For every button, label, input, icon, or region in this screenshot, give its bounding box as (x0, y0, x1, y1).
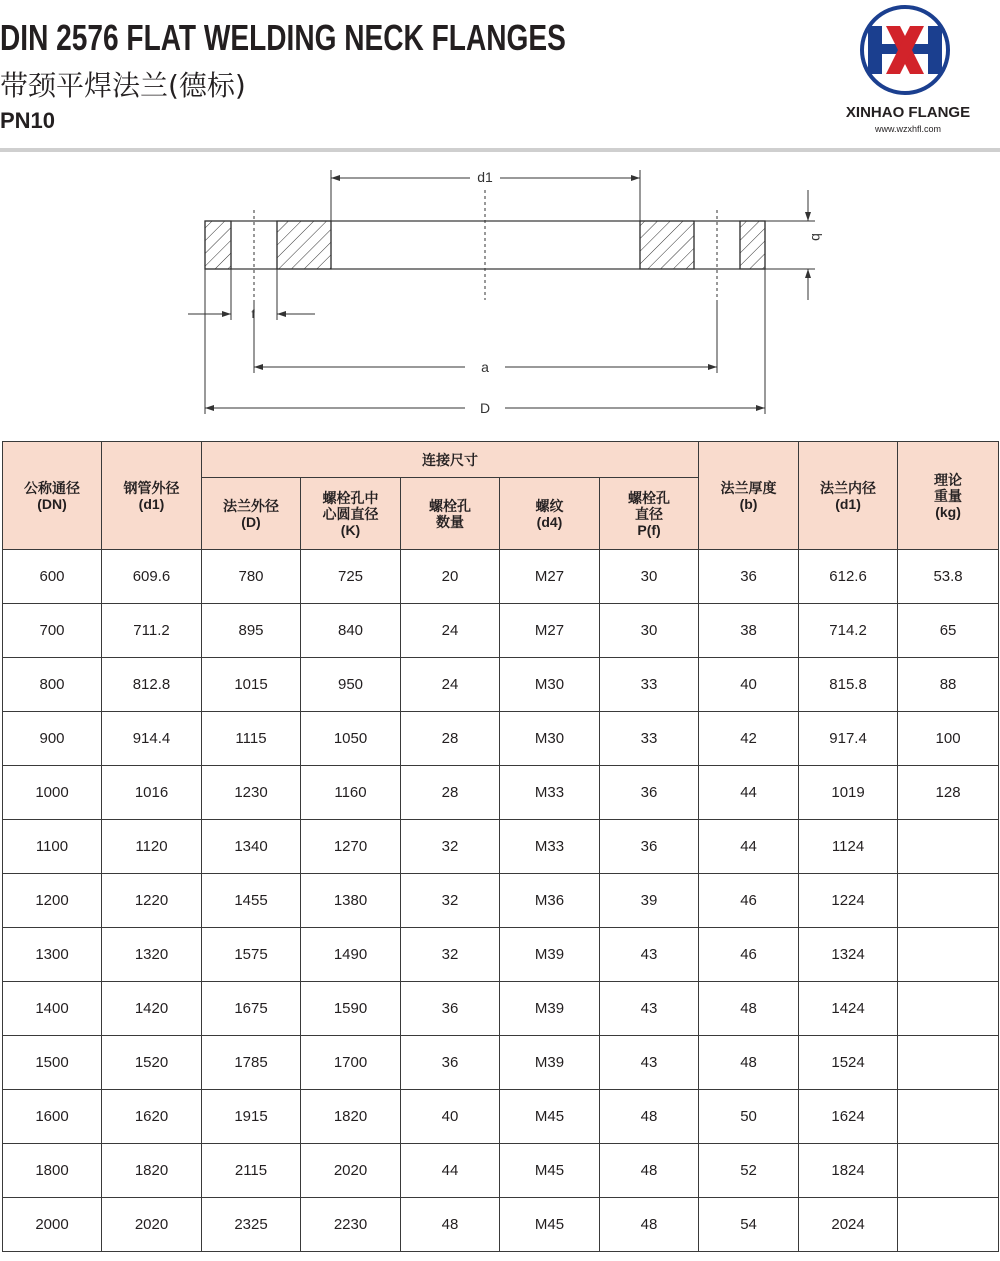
table-cell: 50 (699, 1090, 799, 1144)
table-cell: 700 (3, 604, 102, 658)
page-subtitle: 带颈平焊法兰(德标) (0, 69, 246, 102)
table-cell: M39 (500, 928, 600, 982)
table-cell: 32 (401, 820, 500, 874)
table-cell: 33 (600, 658, 699, 712)
table-cell: 800 (3, 658, 102, 712)
dim-label-b: b (809, 233, 825, 241)
flange-spec-table (2, 441, 999, 1252)
table-cell: 20 (401, 550, 500, 604)
table-cell: 1915 (202, 1090, 301, 1144)
table-cell: 30 (600, 550, 699, 604)
table-cell: 46 (699, 928, 799, 982)
table-cell: 39 (600, 874, 699, 928)
logo-mark-icon (868, 26, 942, 74)
table-cell: 1785 (202, 1036, 301, 1090)
table-cell: 44 (699, 766, 799, 820)
table-cell: 1160 (301, 766, 401, 820)
table-cell: 1575 (202, 928, 301, 982)
col-header-bolt-qty: 螺栓孔 数量 (401, 478, 500, 550)
table-cell: M27 (500, 604, 600, 658)
table-cell: 1424 (799, 982, 898, 1036)
table-cell: 1015 (202, 658, 301, 712)
table-cell: 88 (898, 658, 999, 712)
flange-cross-section-drawing (0, 152, 1000, 437)
table-cell: 840 (301, 604, 401, 658)
table-row (3, 1036, 999, 1090)
table-cell: 1400 (3, 982, 102, 1036)
table-row (3, 874, 999, 928)
table-cell: M30 (500, 712, 600, 766)
table-cell: 914.4 (102, 712, 202, 766)
table-cell: 1124 (799, 820, 898, 874)
table-cell: 1420 (102, 982, 202, 1036)
table-cell: 53.8 (898, 550, 999, 604)
table-row (3, 820, 999, 874)
table-cell: 711.2 (102, 604, 202, 658)
table-cell: 43 (600, 982, 699, 1036)
table-cell: 2000 (3, 1198, 102, 1252)
table-cell: 1220 (102, 874, 202, 928)
table-cell: M39 (500, 982, 600, 1036)
table-cell: 1230 (202, 766, 301, 820)
table-cell: 1800 (3, 1144, 102, 1198)
table-cell: 48 (600, 1198, 699, 1252)
table-cell: 65 (898, 604, 999, 658)
table-cell: 600 (3, 550, 102, 604)
table-cell: 725 (301, 550, 401, 604)
table-cell: 1824 (799, 1144, 898, 1198)
table-cell: 1016 (102, 766, 202, 820)
table-cell: 2020 (102, 1198, 202, 1252)
table-row (3, 928, 999, 982)
table-cell (898, 1036, 999, 1090)
table-cell: 1224 (799, 874, 898, 928)
table-cell: 48 (401, 1198, 500, 1252)
table-cell: 2020 (301, 1144, 401, 1198)
table-cell (898, 820, 999, 874)
table-cell: 612.6 (799, 550, 898, 604)
table-cell: 32 (401, 928, 500, 982)
col-header-flange-od: 法兰外径 (D) (202, 478, 301, 550)
table-cell: M33 (500, 820, 600, 874)
table-cell: 1455 (202, 874, 301, 928)
table-cell: 1520 (102, 1036, 202, 1090)
col-header-bore: 法兰内径 (d1) (799, 442, 898, 550)
table-cell: 900 (3, 712, 102, 766)
table-cell: 815.8 (799, 658, 898, 712)
col-header-bolt-hole: 螺栓孔 直径 P(f) (600, 478, 699, 550)
table-cell: 1624 (799, 1090, 898, 1144)
table-cell: 40 (699, 658, 799, 712)
table-cell: 1524 (799, 1036, 898, 1090)
logo-mark-text: HXH (838, 2, 841, 3)
dim-label-a: a (481, 359, 489, 375)
table-cell: 1300 (3, 928, 102, 982)
table-cell: 28 (401, 712, 500, 766)
table-cell: 1620 (102, 1090, 202, 1144)
table-cell: 42 (699, 712, 799, 766)
table-row (3, 658, 999, 712)
table-cell: 780 (202, 550, 301, 604)
col-header-thread: 螺纹 (d4) (500, 478, 600, 550)
dim-label-f: f (251, 307, 255, 321)
table-row (3, 1198, 999, 1252)
table-cell: 46 (699, 874, 799, 928)
table-cell: 44 (401, 1144, 500, 1198)
table-cell (898, 928, 999, 982)
table-cell: 36 (600, 820, 699, 874)
table-cell: M39 (500, 1036, 600, 1090)
table-cell: 1675 (202, 982, 301, 1036)
col-header-pipe-od: 钢管外径 (d1) (102, 442, 202, 550)
table-cell: M27 (500, 550, 600, 604)
table-cell: 917.4 (799, 712, 898, 766)
table-cell: M45 (500, 1144, 600, 1198)
table-cell: 48 (699, 982, 799, 1036)
table-cell: 1120 (102, 820, 202, 874)
table-row (3, 766, 999, 820)
table-cell (898, 874, 999, 928)
table-cell: M33 (500, 766, 600, 820)
table-cell: 1050 (301, 712, 401, 766)
table-cell: 950 (301, 658, 401, 712)
table-cell: 28 (401, 766, 500, 820)
table-cell: 1820 (301, 1090, 401, 1144)
table-cell: 1200 (3, 874, 102, 928)
table-cell: 1490 (301, 928, 401, 982)
table-row (3, 550, 999, 604)
table-cell: 32 (401, 874, 500, 928)
table-row (3, 604, 999, 658)
table-cell: 48 (699, 1036, 799, 1090)
col-header-bolt-circle: 螺栓孔中 心圆直径 (K) (301, 478, 401, 550)
table-cell: 48 (600, 1090, 699, 1144)
table-cell: 1324 (799, 928, 898, 982)
dim-label-D: D (479, 400, 491, 416)
page-title: DIN 2576 FLAT WELDING NECK FLANGES (0, 17, 566, 58)
table-cell: 1590 (301, 982, 401, 1036)
table-cell: 36 (600, 766, 699, 820)
table-cell: 2230 (301, 1198, 401, 1252)
table-cell: 1000 (3, 766, 102, 820)
table-cell: 128 (898, 766, 999, 820)
table-cell: 30 (600, 604, 699, 658)
col-header-thickness: 法兰厚度 (b) (699, 442, 799, 550)
table-cell: 33 (600, 712, 699, 766)
table-cell: 1820 (102, 1144, 202, 1198)
table-cell: 52 (699, 1144, 799, 1198)
company-logo (838, 2, 978, 142)
dim-label-d1: d1 (477, 169, 493, 185)
table-cell: 895 (202, 604, 301, 658)
table-cell: 2115 (202, 1144, 301, 1198)
table-cell: 1700 (301, 1036, 401, 1090)
table-row (3, 1144, 999, 1198)
table-cell: 1270 (301, 820, 401, 874)
table-cell: 2024 (799, 1198, 898, 1252)
col-header-dn: 公称通径 (DN) (3, 442, 102, 550)
table-row (3, 1090, 999, 1144)
table-cell: 1340 (202, 820, 301, 874)
table-cell: 1320 (102, 928, 202, 982)
table-cell: 36 (699, 550, 799, 604)
table-cell: 48 (600, 1144, 699, 1198)
table-cell: 40 (401, 1090, 500, 1144)
table-cell: 36 (401, 1036, 500, 1090)
company-name: XINHAO FLANGE (845, 104, 971, 121)
table-cell: 1019 (799, 766, 898, 820)
table-cell: M45 (500, 1090, 600, 1144)
table-cell: 24 (401, 604, 500, 658)
table-cell: 609.6 (102, 550, 202, 604)
col-group-header-connection: 连接尺寸 (202, 442, 699, 478)
table-cell: 1115 (202, 712, 301, 766)
table-cell: 44 (699, 820, 799, 874)
table-cell: 1100 (3, 820, 102, 874)
dimension-lines (188, 170, 815, 414)
table-cell: M45 (500, 1198, 600, 1252)
table-cell: 1380 (301, 874, 401, 928)
company-url: www.wzxhfl.com (874, 124, 941, 134)
pressure-class: PN10 (0, 108, 56, 133)
col-header-weight: 理论 重量 (kg) (898, 442, 999, 550)
table-cell: 100 (898, 712, 999, 766)
table-row (3, 982, 999, 1036)
table-body (3, 550, 999, 1252)
table-cell: 38 (699, 604, 799, 658)
table-row (3, 712, 999, 766)
table-cell: 714.2 (799, 604, 898, 658)
table-cell: 812.8 (102, 658, 202, 712)
table-cell (898, 1144, 999, 1198)
table-cell: 1500 (3, 1036, 102, 1090)
table-cell: 24 (401, 658, 500, 712)
table-cell (898, 982, 999, 1036)
table-cell: 36 (401, 982, 500, 1036)
table-cell (898, 1198, 999, 1252)
table-cell: M36 (500, 874, 600, 928)
table-cell: 2325 (202, 1198, 301, 1252)
table-cell (898, 1090, 999, 1144)
table-cell: 43 (600, 1036, 699, 1090)
table-cell: 54 (699, 1198, 799, 1252)
table-cell: 43 (600, 928, 699, 982)
table-cell: 1600 (3, 1090, 102, 1144)
table-cell: M30 (500, 658, 600, 712)
